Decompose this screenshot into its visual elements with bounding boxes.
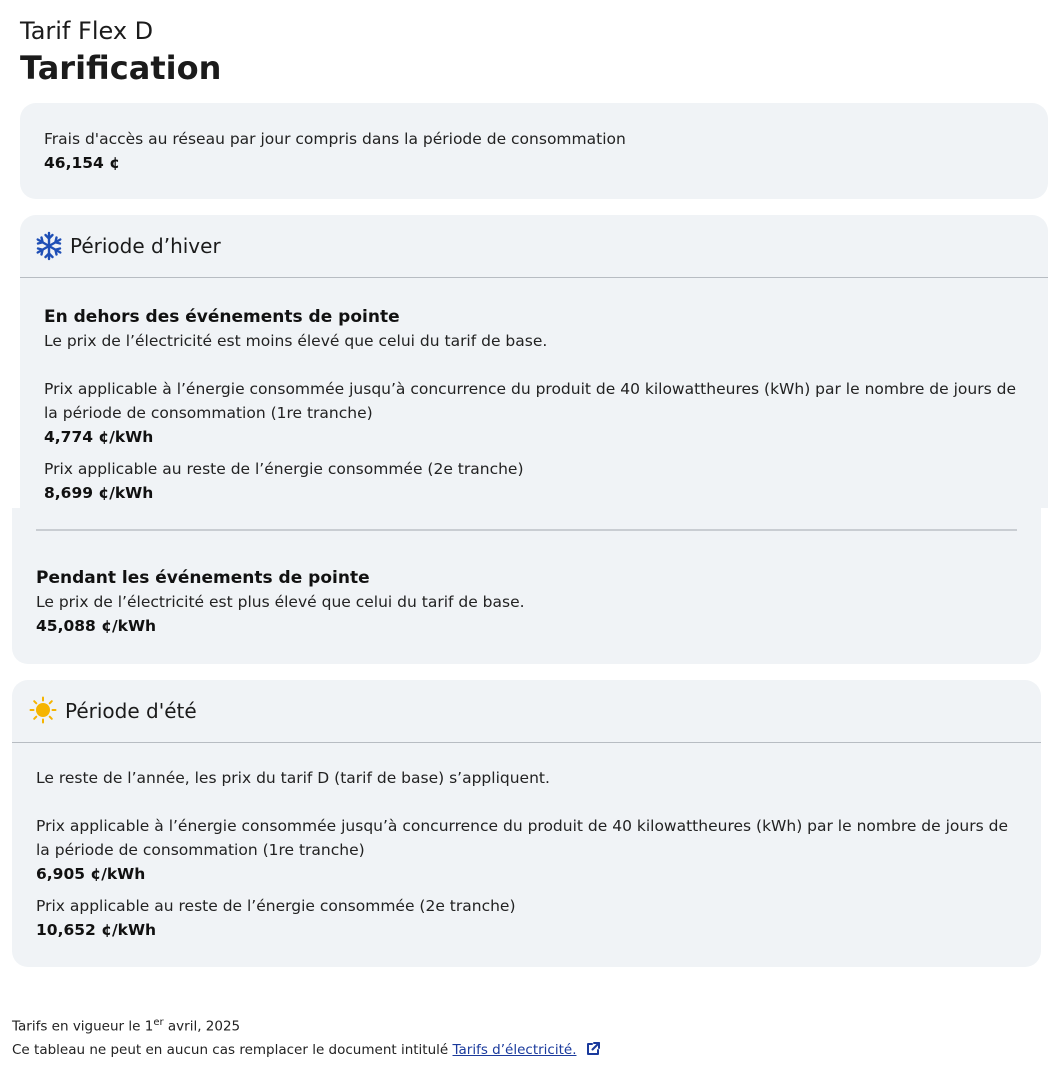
winter-period-header bbox=[20, 215, 1048, 278]
tarifs-link[interactable]: Tarifs d’électricité. bbox=[452, 1042, 577, 1058]
summer-period-title: Période d'été bbox=[65, 699, 197, 723]
effective-date-prefix: Tarifs en vigueur le 1 bbox=[12, 1018, 154, 1035]
off-peak-description: Le prix de l’électricité est moins élevé que celui du tarif de base. bbox=[44, 332, 548, 350]
sun-icon bbox=[29, 696, 59, 726]
peak-heading: Pendant les événements de pointe bbox=[36, 568, 370, 588]
external-link-icon[interactable] bbox=[585, 1041, 601, 1063]
winter-tier1-label: Prix applicable à l’énergie consommée jusqu’à concurrence du produit de 40 kilowattheures (kWh) par le nombre de jours de la période de consommation (1re tranche) bbox=[44, 380, 1016, 422]
summer-tier2-value: 10,652 ¢/kWh bbox=[36, 921, 157, 939]
summer-tier1-value: 6,905 ¢/kWh bbox=[36, 865, 146, 883]
disclaimer-text: Ce tableau ne peut en aucun cas remplacer le document intitulé bbox=[12, 1042, 453, 1058]
summer-period-header bbox=[12, 680, 1041, 743]
access-fee-card bbox=[20, 103, 1048, 199]
peak-divider bbox=[36, 529, 1017, 531]
effective-date bbox=[12, 1013, 240, 1037]
summer-tier2-label: Prix applicable au reste de l’énergie consommée (2e tranche) bbox=[36, 897, 516, 915]
peak-events-card bbox=[12, 508, 1041, 664]
peak-value: 45,088 ¢/kWh bbox=[36, 617, 157, 635]
summer-description: Le reste de l’année, les prix du tarif D (tarif de base) s’appliquent. bbox=[36, 769, 550, 787]
peak-description: Le prix de l’électricité est plus élevé que celui du tarif de base. bbox=[36, 593, 525, 611]
winter-period-title: Période d’hiver bbox=[70, 234, 221, 258]
access-fee-label: Frais d'accès au réseau par jour compris dans la période de consommation bbox=[44, 130, 626, 148]
off-peak-heading: En dehors des événements de pointe bbox=[44, 307, 400, 327]
winter-tier1-value: 4,774 ¢/kWh bbox=[44, 428, 154, 446]
effective-date-sup: er bbox=[153, 1017, 164, 1028]
winter-period-card bbox=[20, 215, 1048, 508]
page-subtitle: Tarif Flex D bbox=[20, 17, 154, 45]
winter-tier2-label: Prix applicable au reste de l’énergie consommée (2e tranche) bbox=[44, 460, 524, 478]
page-title: Tarification bbox=[20, 49, 222, 87]
snowflake-icon bbox=[34, 231, 64, 261]
winter-tier2-value: 8,699 ¢/kWh bbox=[44, 484, 154, 502]
summer-period-card bbox=[12, 680, 1041, 967]
access-fee-value: 46,154 ¢ bbox=[44, 154, 120, 172]
summer-tier1-label: Prix applicable à l’énergie consommée jusqu’à concurrence du produit de 40 kilowattheures (kWh) par le nombre de jours de la période de consommation (1re tranche) bbox=[36, 817, 1008, 859]
disclaimer bbox=[12, 1040, 601, 1063]
effective-date-suffix: avril, 2025 bbox=[163, 1018, 241, 1035]
